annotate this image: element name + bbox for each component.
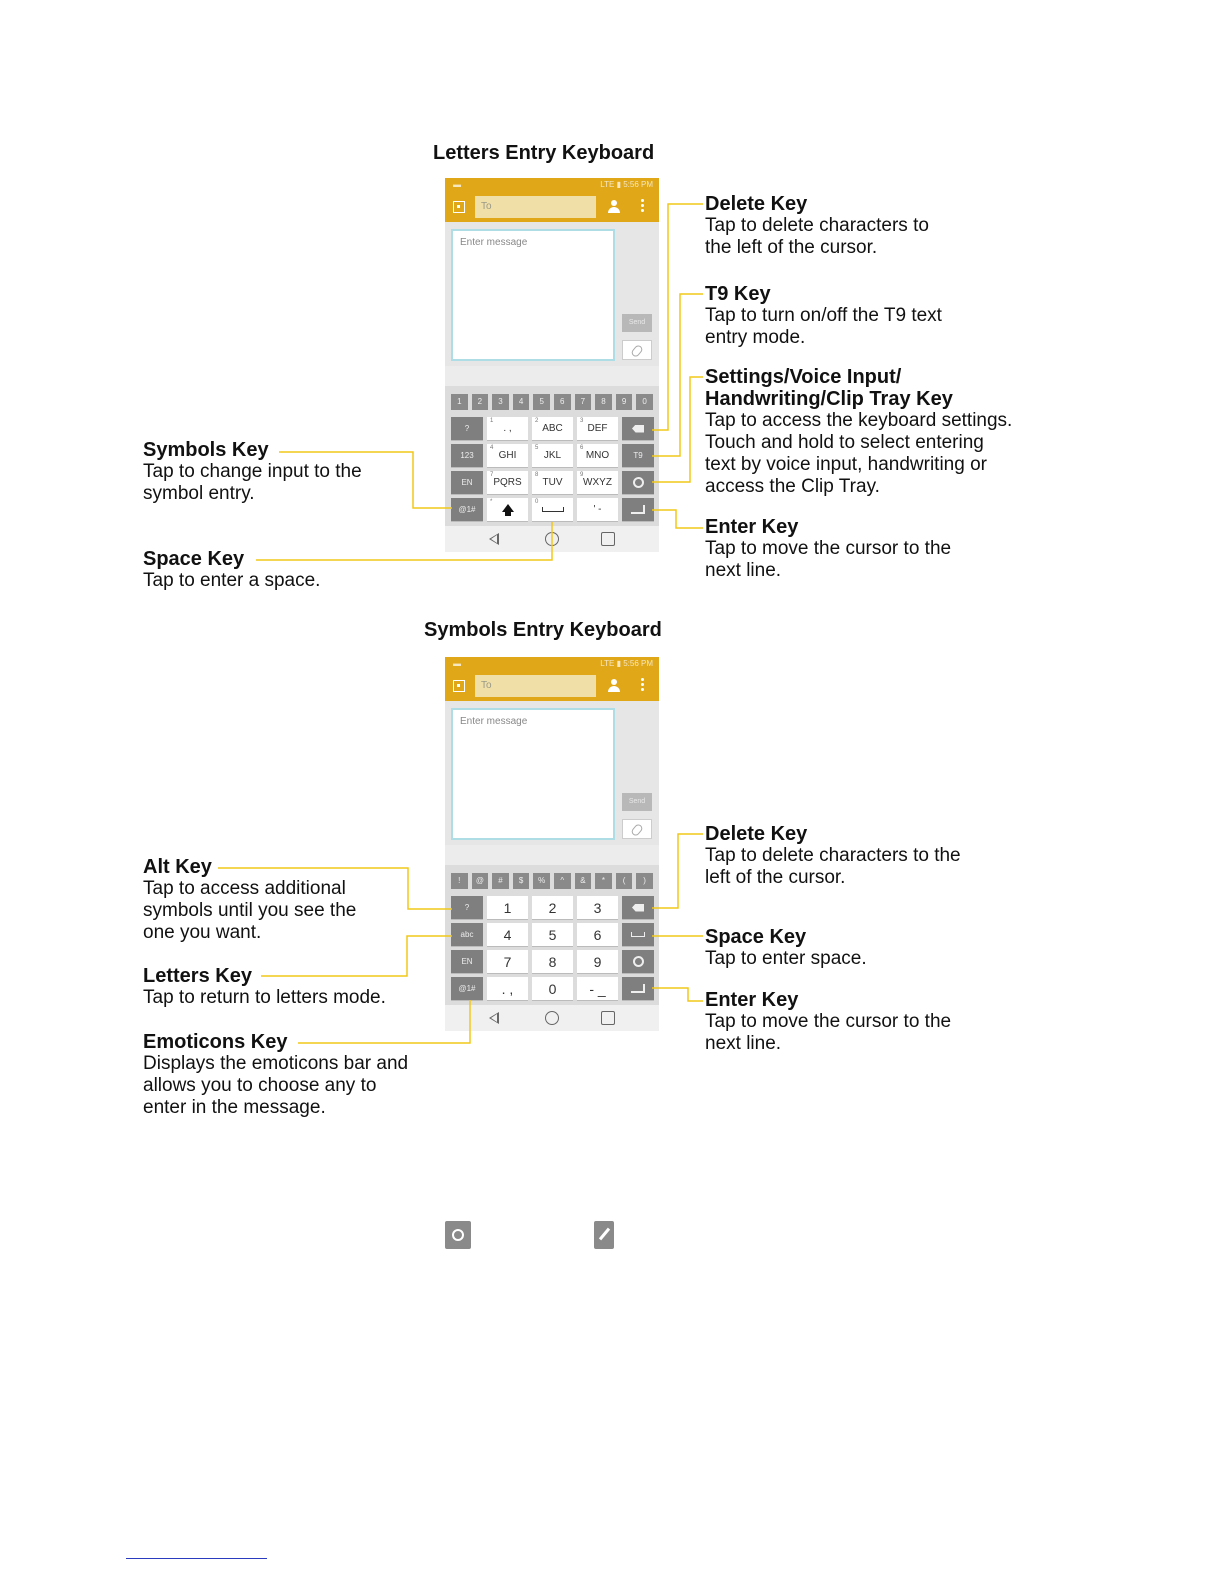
leader-alt	[218, 868, 452, 909]
leader-delete-sym	[652, 834, 703, 908]
key-label: 0	[548, 980, 557, 997]
key-label: T9	[633, 451, 643, 460]
callout-desc: Tap to move the cursor to the next line.	[705, 1011, 952, 1054]
key-label: EN	[461, 478, 473, 487]
callout-desc: Tap to access the keyboard settings. Touch and hold to select entering text by voice input, handwriting or access the Clip Tray.	[705, 410, 1013, 497]
key-label: . ,	[501, 980, 514, 997]
callout-heading: Space Key	[705, 926, 807, 948]
status-bar: ▬ LTE ▮ 5:56 PM	[445, 657, 659, 671]
symbols-keyboard-title: Symbols Entry Keyboard	[424, 619, 662, 641]
key-label: JKL	[543, 450, 562, 461]
message-input[interactable]: Enter message	[451, 229, 615, 361]
key-label: 2	[548, 899, 557, 916]
key-label: @1#	[458, 505, 476, 514]
leader-letters	[261, 936, 452, 976]
key-label: 3	[593, 899, 602, 916]
send-button[interactable]: Send	[622, 793, 652, 811]
key-label: 5	[548, 926, 557, 943]
top-row-key[interactable]: 5	[533, 394, 550, 410]
network-label: LTE	[600, 659, 615, 668]
callout-desc: Tap to delete characters to the left of the cursor.	[705, 215, 929, 258]
callout-heading: Settings/Voice Input/ Handwriting/Clip Tray Key	[705, 366, 953, 410]
to-field[interactable]: To	[475, 675, 596, 697]
top-row-key[interactable]: )	[636, 873, 653, 889]
callout-desc: Tap to change input to the symbol entry.	[143, 461, 362, 504]
leader-t9	[652, 294, 703, 456]
callout-desc: Tap to move the cursor to the next line.	[705, 538, 952, 581]
key-label: EN	[461, 957, 473, 966]
message-input[interactable]: Enter message	[451, 708, 615, 840]
top-row-key[interactable]: 3	[492, 394, 509, 410]
leader-enter-sym	[652, 988, 703, 1001]
key-label: ?	[464, 903, 470, 912]
top-row-key[interactable]: (	[616, 873, 633, 889]
callout-heading: Space Key	[143, 548, 245, 570]
leader-space	[256, 522, 552, 560]
key-label: ABC	[542, 423, 563, 434]
key-number-hint: *	[490, 499, 493, 505]
leader-delete	[652, 204, 703, 430]
callout-desc: Tap to enter a space.	[143, 570, 321, 591]
key-label: PQRS	[493, 477, 522, 488]
letters-keyboard-title: Letters Entry Keyboard	[433, 142, 655, 164]
callout-heading: Enter Key	[705, 989, 799, 1011]
key-label: ?	[464, 424, 470, 433]
leader-enter	[652, 510, 703, 528]
callout-heading: Delete Key	[705, 193, 808, 215]
top-row-key[interactable]: 6	[554, 394, 571, 410]
key-number-hint: 3	[580, 418, 584, 424]
key-number-hint: 8	[535, 472, 539, 478]
callout-desc: Tap to delete characters to the left of the cursor.	[705, 845, 961, 888]
leader-emoticons	[298, 1000, 470, 1043]
top-row-key[interactable]: 1	[451, 394, 468, 410]
callout-desc: Tap to return to letters mode.	[143, 987, 386, 1008]
status-bar: ▬ LTE ▮ 5:56 PM	[445, 178, 659, 192]
key-number-hint: 5	[535, 445, 539, 451]
pencil-icon	[594, 1221, 614, 1249]
key-label: @1#	[458, 984, 476, 993]
key-label: 4	[503, 926, 512, 943]
top-row-key[interactable]: @	[472, 873, 489, 889]
top-row-key[interactable]: ^	[554, 873, 571, 889]
key-label: 9	[593, 953, 602, 970]
top-row-key[interactable]: #	[492, 873, 509, 889]
to-field[interactable]: To	[475, 196, 596, 218]
status-time: 5:56 PM	[623, 659, 653, 668]
key-label: WXYZ	[583, 477, 612, 488]
top-row-key[interactable]: 0	[636, 394, 653, 410]
key-number-hint: 1	[490, 418, 494, 424]
key-number-hint: 2	[535, 418, 539, 424]
top-row-key[interactable]: 9	[616, 394, 633, 410]
key-label: 1	[503, 899, 512, 916]
key-number-hint: 4	[490, 445, 494, 451]
notification-icon: ▬	[453, 180, 461, 189]
status-time: 5:56 PM	[623, 180, 653, 189]
network-label: LTE	[600, 180, 615, 189]
top-row-key[interactable]: !	[451, 873, 468, 889]
key-number-hint: 9	[580, 472, 584, 478]
key-label: 7	[503, 953, 512, 970]
send-button[interactable]: Send	[622, 314, 652, 332]
top-row-key[interactable]: 2	[472, 394, 489, 410]
callout-heading: Enter Key	[705, 516, 799, 538]
callout-heading: Delete Key	[705, 823, 808, 845]
leader-symbols	[279, 452, 452, 508]
callout-heading: T9 Key	[705, 283, 771, 305]
key-number-hint: 7	[490, 472, 494, 478]
key-number-hint: 0	[535, 499, 539, 505]
key-label: - _	[589, 980, 606, 997]
key-label: . ,	[503, 423, 512, 434]
callout-desc: Tap to access additional symbols until you see the one you want.	[143, 878, 357, 943]
key-label: ' -	[593, 504, 602, 515]
callout-desc: Displays the emoticons bar and allows you to choose any to enter in the message.	[143, 1053, 409, 1118]
key-label: abc	[460, 930, 474, 939]
footer-link-line	[126, 1558, 267, 1559]
callout-heading: Symbols Key	[143, 439, 269, 461]
key-label: DEF	[587, 423, 608, 434]
key-label: TUV	[542, 477, 563, 488]
callout-heading: Emoticons Key	[143, 1031, 288, 1053]
key-label: 6	[593, 926, 602, 943]
top-row-key[interactable]: %	[533, 873, 550, 889]
key-label: MNO	[585, 450, 610, 461]
notification-icon: ▬	[453, 659, 461, 668]
callout-desc: Tap to turn on/off the T9 text entry mode.	[705, 305, 942, 348]
top-row-key[interactable]: *	[595, 873, 612, 889]
top-row-key[interactable]: 4	[513, 394, 530, 410]
top-row-key[interactable]: 8	[595, 394, 612, 410]
key-number-hint: 6	[580, 445, 584, 451]
callout-heading: Alt Key	[143, 856, 212, 878]
callout-heading: Letters Key	[143, 965, 252, 987]
gear-icon	[445, 1221, 471, 1249]
top-row-key[interactable]: 7	[575, 394, 592, 410]
callout-desc: Tap to enter space.	[705, 948, 867, 969]
key-label: 8	[548, 953, 557, 970]
top-row-key[interactable]: $	[513, 873, 530, 889]
key-label: GHI	[498, 450, 517, 461]
key-label: 123	[460, 451, 474, 460]
top-row-key[interactable]: &	[575, 873, 592, 889]
